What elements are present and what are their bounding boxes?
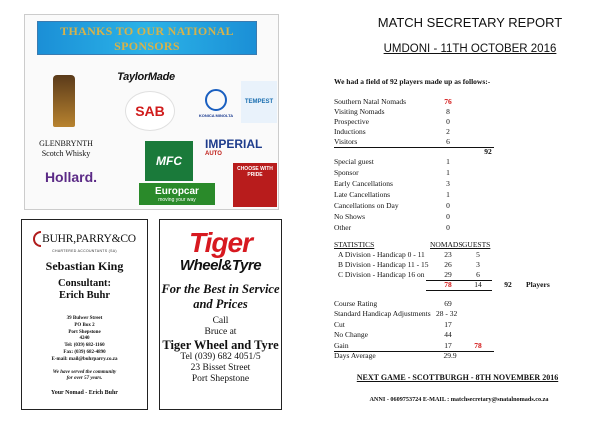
course-label: Cut bbox=[334, 320, 345, 329]
taylormade-logo: TaylorMade bbox=[117, 71, 175, 83]
glenbrynth-name: GLENBRYNTH bbox=[39, 139, 93, 148]
field-value: 8 bbox=[446, 107, 450, 116]
stats-total-unit: Players bbox=[526, 280, 550, 289]
stats-total-nomads: 78 bbox=[444, 280, 452, 289]
stats-total-guests: 14 bbox=[474, 280, 482, 289]
field-label: Prospective bbox=[334, 117, 369, 126]
buhr-address-line: 4240 bbox=[79, 336, 90, 342]
field-total: 92 bbox=[484, 147, 492, 156]
course-label: No Change bbox=[334, 330, 368, 339]
field-divider bbox=[334, 147, 494, 148]
buhr-person: Sebastian King bbox=[45, 259, 124, 273]
tiger-street: 23 Bisset Street bbox=[190, 363, 251, 373]
sponsor-panel bbox=[24, 14, 279, 210]
field-label: Inductions bbox=[334, 127, 366, 136]
other-value: 1 bbox=[446, 168, 450, 177]
sab-logo: SAB bbox=[125, 91, 175, 131]
tiger-town: Port Shepstone bbox=[191, 374, 250, 384]
tiger-logo-sub: Wheel&Tyre bbox=[179, 257, 262, 274]
other-label: Other bbox=[334, 223, 352, 232]
stats-guests: 6 bbox=[476, 270, 480, 279]
course-label: Standard Handicap Adjustments bbox=[334, 309, 431, 318]
course-value: 17 bbox=[444, 320, 452, 329]
europcar-logo bbox=[139, 183, 215, 205]
sponsor-banner: THANKS TO OUR NATIONAL SPONSORS bbox=[37, 21, 257, 55]
course-label: Gain bbox=[334, 341, 349, 350]
buhr-address-line: 39 Bulwer Street bbox=[66, 316, 103, 321]
buhr-company-sub: CHARTERED ACCOUNTANTS (SA) bbox=[52, 249, 117, 253]
field-value: 0 bbox=[446, 117, 450, 126]
field-label: Visiting Nomads bbox=[334, 107, 385, 116]
hollard-logo: Hollard. bbox=[44, 169, 98, 185]
glenbrynth-logo bbox=[29, 139, 103, 159]
report-subtitle: UMDONI - 11TH OCTOBER 2016 bbox=[383, 43, 557, 55]
buhr-parry-ad bbox=[21, 219, 148, 410]
buhr-company-name: BUHR,PARRY&CO bbox=[42, 233, 136, 245]
stats-nomads: 29 bbox=[444, 270, 452, 279]
buhr-address bbox=[22, 316, 147, 364]
buhr-email: E-mail: mail@buhrparry.co.za bbox=[51, 356, 118, 362]
tiger-call-line: Bruce at bbox=[204, 327, 237, 337]
other-label: Special guest bbox=[334, 157, 374, 166]
buhr-slogan-line: for over 57 years. bbox=[66, 376, 103, 382]
other-value: 0 bbox=[446, 223, 450, 232]
imperial-name: IMPERIAL bbox=[205, 137, 263, 151]
stats-label: A Division - Handicap 0 - 11 bbox=[338, 250, 425, 259]
field-label: Visitors bbox=[334, 137, 358, 146]
field-value: 2 bbox=[446, 127, 450, 136]
mfc-logo: MFC bbox=[145, 141, 193, 181]
other-value: 1 bbox=[446, 190, 450, 199]
other-value: 0 bbox=[446, 212, 450, 221]
course-value: 44 bbox=[444, 330, 452, 339]
contact-line: ANNI - 0609753724 E-MAIL : matchsecretary@snatalnomads.co.za bbox=[369, 396, 549, 403]
stats-title: STATISTICS bbox=[334, 240, 375, 249]
imperial-sub: AUTO bbox=[205, 151, 222, 157]
field-value: 76 bbox=[444, 97, 452, 106]
other-value: 1 bbox=[446, 157, 450, 166]
other-label: Cancellations on Day bbox=[334, 201, 399, 210]
glenbrynth-bottle-image bbox=[33, 67, 95, 137]
stats-guests: 3 bbox=[476, 260, 480, 269]
stats-total-players: 92 bbox=[504, 280, 512, 289]
buhr-bracket-icon bbox=[33, 231, 41, 247]
stats-label: B Division - Handicap 11 - 15 bbox=[338, 260, 429, 269]
course-value: 17 bbox=[444, 341, 452, 350]
stats-nomads: 26 bbox=[444, 260, 452, 269]
tiger-wheel-ad bbox=[159, 219, 282, 410]
course-label: Days Average bbox=[334, 351, 376, 360]
tiger-tagline bbox=[160, 282, 281, 312]
europcar-name: Europcar bbox=[155, 185, 199, 197]
tiger-store-name: Tiger Wheel and Tyre bbox=[162, 338, 279, 352]
glenbrynth-sub: Scotch Whisky bbox=[41, 149, 91, 158]
choose-with-pride-ad: CHOOSE WITH PRIDE bbox=[233, 163, 277, 207]
imperial-auto-logo bbox=[205, 133, 277, 161]
buhr-consultant-name: Erich Buhr bbox=[58, 290, 111, 301]
europcar-sub: moving your way bbox=[158, 196, 196, 203]
tiger-call bbox=[160, 316, 281, 338]
report-intro: We had a field of 92 players made up as follows:- bbox=[334, 77, 491, 86]
course-value: 29.9 bbox=[443, 351, 457, 360]
tiger-tagline-line: For the Best in Service bbox=[161, 282, 280, 296]
buhr-consultant bbox=[22, 278, 147, 302]
other-label: Late Cancellations bbox=[334, 190, 391, 199]
course-label: Course Rating bbox=[334, 299, 378, 308]
report-title: MATCH SECRETARY REPORT bbox=[377, 15, 563, 30]
field-label: Southern Natal Nomads bbox=[334, 97, 407, 106]
tempest-logo: TEMPEST bbox=[241, 81, 277, 123]
tiger-call-line: Call bbox=[212, 316, 229, 326]
stats-label: C Division - Handicap 16 on bbox=[338, 270, 425, 279]
other-value: 3 bbox=[446, 179, 450, 188]
buhr-footer: Your Nomad - Erich Buhr bbox=[51, 390, 118, 397]
other-label: No Shows bbox=[334, 212, 366, 221]
buhr-tel: Tel: (039) 682-1160 bbox=[64, 343, 105, 349]
course-value: 28 - 32 bbox=[436, 309, 458, 318]
buhr-parry-logo bbox=[22, 230, 147, 248]
course-value: 69 bbox=[444, 299, 452, 308]
stats-col-nomads: NOMADS bbox=[430, 240, 463, 249]
buhr-address-line: Port Shepstone bbox=[68, 329, 101, 335]
field-value: 6 bbox=[446, 137, 450, 146]
stats-guests: 5 bbox=[476, 250, 480, 259]
stats-col-guests: GUESTS bbox=[462, 240, 491, 249]
other-value: 0 bbox=[446, 201, 450, 210]
tiger-tel: Tel (039) 682 4051/5 bbox=[180, 352, 261, 362]
next-game: NEXT GAME - SCOTTBURGH - 8TH NOVEMBER 2016 bbox=[356, 373, 559, 382]
buhr-slogan bbox=[22, 370, 147, 384]
konica-globe-icon bbox=[205, 89, 227, 111]
other-label: Sponsor bbox=[334, 168, 359, 177]
stats-divider-bottom bbox=[426, 290, 492, 291]
konica-minolta-logo bbox=[195, 81, 237, 125]
buhr-slogan-line: We have served the community bbox=[52, 369, 117, 375]
course-gain-total: 78 bbox=[474, 341, 482, 350]
tiger-logo: Tiger bbox=[189, 227, 252, 258]
other-label: Early Cancellations bbox=[334, 179, 393, 188]
buhr-consultant-label: Consultant: bbox=[57, 278, 112, 289]
tiger-contact bbox=[160, 352, 281, 385]
buhr-fax: Fax: (039) 682-4890 bbox=[63, 349, 106, 355]
stats-nomads: 23 bbox=[444, 250, 452, 259]
tiger-tagline-line: and Prices bbox=[193, 297, 248, 311]
konica-name: KONICA MINOLTA bbox=[198, 112, 234, 118]
buhr-address-line: PO Box 2 bbox=[74, 322, 95, 328]
